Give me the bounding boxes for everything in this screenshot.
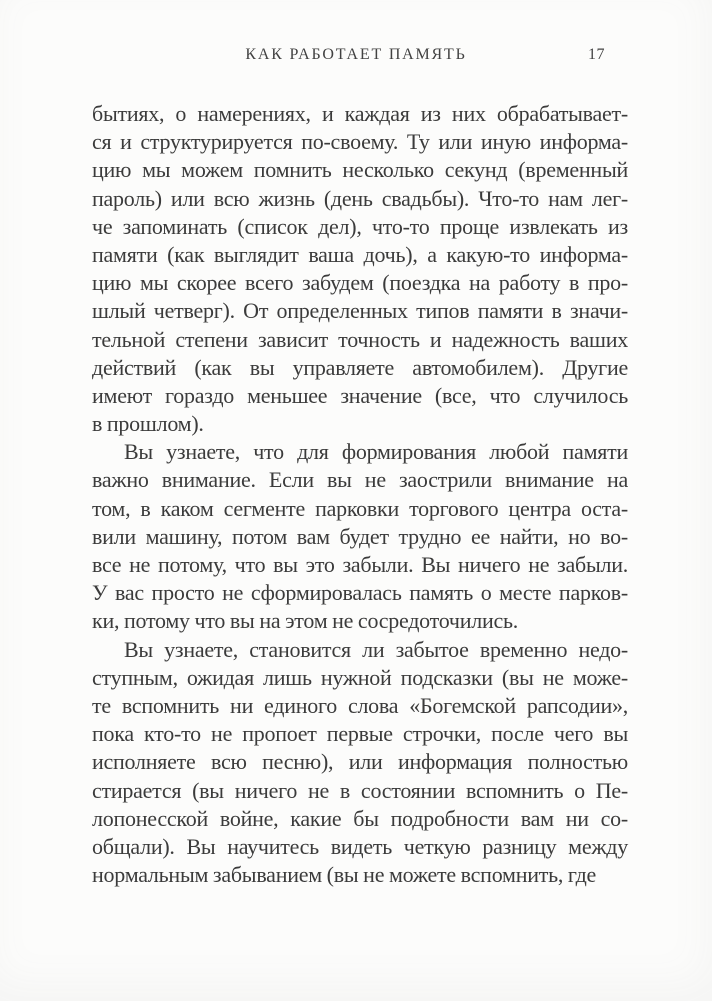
text-line: стирается (вы ничего не в состоянии вспомнить о Пе- bbox=[92, 777, 628, 803]
text-line: пароль) или всю жизнь (день свадьбы). Что-то нам лег- bbox=[92, 185, 628, 211]
text-line: имеют гораздо меньшее значение (все, что случилось bbox=[92, 382, 628, 408]
text-line: ступным, ожидая лишь нужной подсказки (вы не може- bbox=[92, 664, 628, 690]
paragraph bbox=[92, 100, 628, 438]
text-line: в прошлом). bbox=[92, 411, 204, 437]
page-number: 17 bbox=[588, 46, 605, 63]
text-line: действий (как вы управляете автомобилем). Другие bbox=[92, 354, 628, 380]
text-line: те вспомнить ни единого слова «Богемской рапсодии», bbox=[92, 692, 628, 718]
body-text bbox=[92, 100, 628, 889]
paragraph bbox=[92, 438, 628, 635]
running-header bbox=[0, 46, 712, 68]
text-line: памяти (как выглядит ваша дочь), а какую-то информа- bbox=[92, 241, 628, 267]
text-line: ки, потому что вы на этом не сосредоточились. bbox=[92, 608, 519, 634]
text-line: че запоминать (список дел), что-то проще извлекать из bbox=[92, 213, 628, 239]
text-line: пока кто-то не пропоет первые строчки, после чего вы bbox=[92, 721, 628, 747]
text-line: лопонесской войне, какие бы подробности вам ни со- bbox=[92, 805, 628, 831]
text-line: ся и структурируется по-своему. Ту или иную информа- bbox=[92, 129, 628, 155]
text-line: цию мы можем помнить несколько секунд (временный bbox=[92, 157, 628, 183]
text-line: том, в каком сегменте парковки торгового центра оста- bbox=[92, 495, 628, 521]
text-line: тельной степени зависит точность и надежность ваших bbox=[92, 326, 628, 352]
text-line: цию мы скорее всего забудем (поездка на работу в про- bbox=[92, 270, 628, 296]
text-line: все не потому, что вы это забыли. Вы ничего не забыли. bbox=[92, 552, 628, 577]
text-line: бытиях, о намерениях, и каждая из них обрабатывает- bbox=[92, 101, 628, 126]
text-line: нормальным забыванием (вы не можете вспомнить, где bbox=[92, 862, 597, 888]
paragraph bbox=[92, 636, 628, 890]
text-line: У вас просто не сформировалась память о месте парков- bbox=[92, 580, 628, 606]
text-line: Вы узнаете, становится ли забытое временно недо- bbox=[124, 636, 628, 662]
text-line: вили машину, потом вам будет трудно ее найти, но во- bbox=[92, 523, 628, 549]
text-line: общали). Вы научитесь видеть четкую разницу между bbox=[92, 833, 628, 859]
text-line: Вы узнаете, что для формирования любой памяти bbox=[124, 439, 628, 465]
chapter-title: КАК РАБОТАЕТ ПАМЯТЬ bbox=[245, 46, 467, 63]
text-line: исполняете всю песню), или информация полностью bbox=[92, 749, 628, 775]
text-line: важно внимание. Если вы не заострили внимание на bbox=[92, 467, 628, 493]
text-line: шлый четверг). От определенных типов памяти в значи- bbox=[92, 298, 628, 324]
